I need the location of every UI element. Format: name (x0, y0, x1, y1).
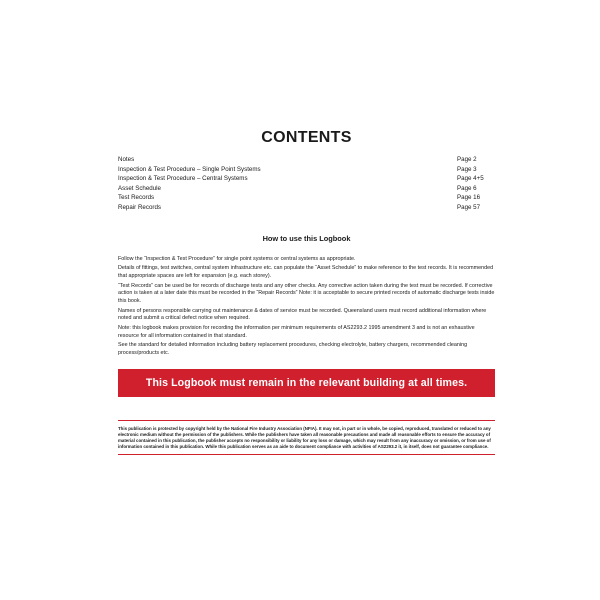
how-to-title: How to use this Logbook (262, 233, 351, 243)
toc-label: Inspection & Test Procedure – Central Systems (118, 175, 248, 183)
toc-row (118, 193, 495, 203)
toc-page: Page 2 (457, 156, 477, 163)
instruction-paragraph: Note: this logbook makes provision for recording the information per minimum requirements of AS2293.2 1995 amendment 3 and is not an exhaustive resource for all information contained in that standard. (118, 325, 475, 339)
toc-label: Repair Records (118, 203, 161, 211)
table-of-contents (118, 155, 495, 213)
toc-label: Test Records (118, 194, 155, 202)
contents-title: CONTENTS (261, 129, 352, 146)
divider-top (118, 420, 495, 421)
toc-row (118, 184, 495, 194)
toc-label: Inspection & Test Procedure – Single Point Systems (118, 165, 261, 173)
toc-row (118, 174, 495, 184)
divider-bottom (118, 454, 495, 455)
instruction-paragraph: See the standard for detailed information including battery replacement procedures, checking electrolyte, battery chargers, recommended cleaning process/products etc. (118, 342, 468, 357)
toc-row (118, 165, 495, 175)
toc-label: Notes (118, 156, 135, 163)
warning-banner: This Logbook must remain in the relevant building at all times. (118, 369, 495, 397)
toc-page: Page 3 (457, 165, 477, 173)
toc-page: Page 57 (457, 203, 481, 211)
instruction-paragraph: Names of persons responsible carrying out maintenance & dates of service must be recorded. Queensland users must record additional information where noted and submit a critical defect notice when required. (118, 307, 487, 322)
instruction-paragraph: “Test Records” can be used be for records of discharge tests and any other checks. Any corrective action taken during the test must be recorded. If corrective action is taken at a later date this must be recorded in the “Repair Records” Note: it is acceptable to secure printed records of automatic discharge tests inside this book. (118, 282, 495, 304)
instruction-paragraph: Details of fittings, test switches, central system infrastructure etc. can populate the “Asset Schedule” to make reference to the test records. It is recommended that appropriate spaces are left for expansion (e.g. each storey). (118, 265, 494, 279)
toc-row (118, 203, 495, 213)
how-to-instructions (118, 256, 495, 358)
toc-row (118, 155, 495, 165)
instruction-paragraph: Follow the “Inspection & Test Procedure” for single point systems or central systems as appropriate. (118, 255, 356, 262)
toc-label: Asset Schedule (118, 184, 161, 192)
copyright-notice: This publication is protected by copyright held by the National Fire Industry Association (NFIA). It may not, in part or in whole, be copied, reproduced, translated or reduced to any electronic medium without the permission of the publishers. While the publishers have taken all reasonable precautions and made all reasonable efforts to ensure the accuracy of material contained in this publication, the publisher accepts no responsibility or liability for any loss or damage, which may result from any inaccuracy or omission, or from use of information contained in this publication. While this publication serves as an aide to document compliance with activities of AS2293.2 it, in itself, does not guarantee compliance. (118, 425, 491, 449)
logbook-page (118, 128, 495, 455)
toc-page: Page 4+5 (457, 175, 484, 183)
toc-page: Page 6 (457, 184, 477, 192)
toc-page: Page 16 (457, 194, 481, 202)
